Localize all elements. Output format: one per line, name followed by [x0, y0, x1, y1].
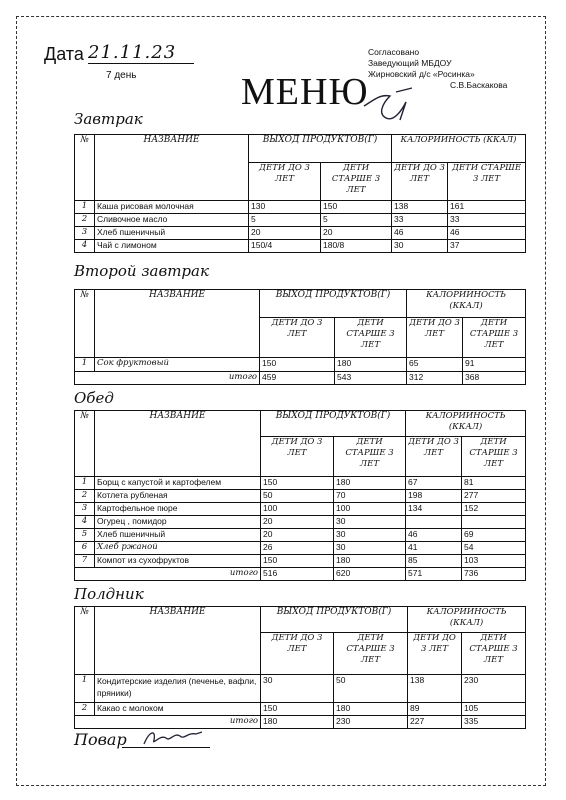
cell-name: Картофельное пюре: [95, 503, 261, 516]
cell-value: 30: [392, 240, 448, 253]
table-row: [75, 201, 526, 214]
cell-value: 33: [392, 214, 448, 227]
cell-value: 150: [261, 703, 334, 716]
cell-value: 85: [406, 555, 462, 568]
date-value: 21.11.23: [88, 42, 194, 64]
col-calories: КАЛОРИЙНОСТЬ (ККАЛ): [406, 411, 526, 437]
col-under3: ДЕТИ ДО 3 ЛЕТ: [260, 318, 335, 358]
cell-value: 91: [463, 358, 526, 372]
cell-total: 571: [406, 568, 462, 581]
cell-name: Хлеб пшеничный: [95, 227, 249, 240]
cell-value: 150: [321, 201, 392, 214]
table-row: [75, 555, 526, 568]
cell-value: 161: [448, 201, 526, 214]
section-title-afternoon-snack: Полдник: [74, 585, 144, 603]
cell-value: 20: [321, 227, 392, 240]
cell-total: 620: [334, 568, 406, 581]
cell-name: Сок фруктовый: [95, 358, 260, 372]
col-under3: ДЕТИ ДО 3 ЛЕТ: [261, 633, 334, 675]
cell-name: Хлеб пшеничный: [95, 529, 261, 542]
table-lunch: [74, 410, 526, 581]
cell-value: 105: [462, 703, 526, 716]
cell-total: 312: [407, 372, 463, 385]
cell-value: 5: [249, 214, 321, 227]
col-over3: ДЕТИ СТАРШЕ 3 ЛЕТ: [462, 437, 526, 477]
cell-no: 5: [75, 529, 95, 542]
col-under3: ДЕТИ ДО 3 ЛЕТ: [261, 437, 334, 477]
cell-value: 41: [406, 542, 462, 555]
col-over3: ДЕТИ СТАРШЕ 3 ЛЕТ: [334, 437, 406, 477]
col-name: НАЗВАНИЕ: [95, 607, 261, 675]
cell-value: 130: [249, 201, 321, 214]
date-label: Дата: [44, 44, 84, 64]
cell-value: 30: [334, 542, 406, 555]
section-title-lunch: Обед: [74, 389, 114, 407]
cell-value: 100: [334, 503, 406, 516]
cell-value: 152: [462, 503, 526, 516]
cell-value: 20: [261, 529, 334, 542]
cell-value: 150: [261, 555, 334, 568]
cook-label: Повар: [74, 730, 127, 749]
cell-name: Каша рисовая молочная: [95, 201, 249, 214]
cell-no: 2: [75, 703, 95, 716]
cell-value: 46: [392, 227, 448, 240]
total-label: итого: [75, 568, 261, 581]
approval-line: Заведующий МБДОУ: [368, 58, 452, 68]
cell-total: 368: [463, 372, 526, 385]
col-over3: ДЕТИ СТАРШЕ 3 ЛЕТ: [463, 318, 526, 358]
cell-value: 230: [462, 675, 526, 703]
cell-no: 1: [75, 358, 95, 372]
cell-value: 180: [334, 555, 406, 568]
cell-name: Хлеб ржаной: [95, 542, 261, 555]
cook-signature: [140, 726, 210, 750]
table-afternoon-snack: [74, 606, 526, 729]
cell-name: Сливочное масло: [95, 214, 249, 227]
cell-no: 3: [75, 503, 95, 516]
table-breakfast: [74, 134, 526, 253]
cell-value: 5: [321, 214, 392, 227]
cell-value: 138: [392, 201, 448, 214]
cell-no: 3: [75, 227, 95, 240]
col-under3: ДЕТИ ДО 3 ЛЕТ: [408, 633, 462, 675]
cell-value: 134: [406, 503, 462, 516]
cell-value: 150/4: [249, 240, 321, 253]
cell-name: Какао с молоком: [95, 703, 261, 716]
col-calories: КАЛОРИЙНОСТЬ (ККАЛ): [407, 290, 526, 318]
table-row: [75, 214, 526, 227]
col-name: НАЗВАНИЕ: [95, 411, 261, 477]
cell-no: 4: [75, 516, 95, 529]
cell-value: 46: [448, 227, 526, 240]
cell-value: 54: [462, 542, 526, 555]
col-over3: ДЕТИ СТАРШЕ 3 ЛЕТ: [462, 633, 526, 675]
cell-value: 100: [261, 503, 334, 516]
cell-value: 180: [334, 477, 406, 490]
cell-total: 459: [260, 372, 335, 385]
cell-total: 180: [261, 716, 334, 729]
cell-value: 33: [448, 214, 526, 227]
col-name: НАЗВАНИЕ: [95, 290, 260, 358]
col-no: №: [75, 135, 95, 201]
cell-no: 2: [75, 214, 95, 227]
cell-name: Огурец , помидор: [95, 516, 261, 529]
cell-no: 2: [75, 490, 95, 503]
table-row: [75, 703, 526, 716]
cell-no: 1: [75, 201, 95, 214]
col-no: №: [75, 290, 95, 358]
cell-value: 20: [261, 516, 334, 529]
col-over3: ДЕТИ СТАРШЕ 3 ЛЕТ: [321, 163, 392, 201]
cell-value: 81: [462, 477, 526, 490]
cell-name: Котлета рубленая: [95, 490, 261, 503]
table-second-breakfast: [74, 289, 526, 385]
cell-value: [462, 516, 526, 529]
col-no: №: [75, 607, 95, 675]
cell-value: [406, 516, 462, 529]
col-over3: ДЕТИ СТАРШЕ 3 ЛЕТ: [334, 633, 408, 675]
cell-value: 150: [261, 477, 334, 490]
cell-no: 4: [75, 240, 95, 253]
cell-no: 6: [75, 542, 95, 555]
cell-value: 70: [334, 490, 406, 503]
cell-value: 20: [249, 227, 321, 240]
col-output: ВЫХОД ПРОДУКТОВ(Г): [261, 411, 406, 437]
approval-line: С.В.Баскакова: [450, 80, 508, 90]
table-row: [75, 529, 526, 542]
cell-value: 50: [261, 490, 334, 503]
cell-total: 736: [462, 568, 526, 581]
cell-value: 26: [261, 542, 334, 555]
cell-value: 37: [448, 240, 526, 253]
page-title: МЕНЮ: [241, 71, 369, 113]
cell-value: 180: [335, 358, 407, 372]
col-no: №: [75, 411, 95, 477]
table-row: [75, 503, 526, 516]
total-row: [75, 372, 526, 385]
cell-value: 46: [406, 529, 462, 542]
col-over3: ДЕТИ СТАРШЕ 3 ЛЕТ: [335, 318, 407, 358]
cell-no: 1: [75, 477, 95, 490]
table-row: [75, 477, 526, 490]
table-row: [75, 227, 526, 240]
cell-total: 230: [334, 716, 408, 729]
cell-name: Чай с лимоном: [95, 240, 249, 253]
cell-value: 50: [334, 675, 408, 703]
col-under3: ДЕТИ ДО 3 ЛЕТ: [406, 437, 462, 477]
table-row: [75, 542, 526, 555]
cell-total: 516: [261, 568, 334, 581]
cell-value: 150: [260, 358, 335, 372]
cell-value: 277: [462, 490, 526, 503]
day-label: 7 день: [106, 70, 137, 81]
cell-name: Борщ с капустой и картофелем: [95, 477, 261, 490]
cell-value: 67: [406, 477, 462, 490]
cell-total: 335: [462, 716, 526, 729]
cell-name: Компот из сухофруктов: [95, 555, 261, 568]
cell-no: 1: [75, 675, 95, 703]
table-row: [75, 675, 526, 703]
col-under3: ДЕТИ ДО 3 ЛЕТ: [407, 318, 463, 358]
approval-line: Согласовано: [368, 47, 420, 57]
cell-value: 89: [408, 703, 462, 716]
col-output: ВЫХОД ПРОДУКТОВ(Г): [260, 290, 407, 318]
table-row: [75, 490, 526, 503]
cell-value: 65: [407, 358, 463, 372]
col-output: ВЫХОД ПРОДУКТОВ(Г): [249, 135, 392, 163]
cell-value: 138: [408, 675, 462, 703]
col-under3: ДЕТИ ДО 3 ЛЕТ: [392, 163, 448, 201]
section-title-breakfast: Завтрак: [74, 110, 143, 128]
table-row: [75, 240, 526, 253]
col-calories: КАЛОРИЙНОСТЬ (ККАЛ): [392, 135, 526, 163]
cell-value: 30: [334, 516, 406, 529]
table-row: [75, 358, 526, 372]
cell-total: 227: [408, 716, 462, 729]
approval-signature: [360, 84, 430, 124]
cell-value: 103: [462, 555, 526, 568]
cell-no: 7: [75, 555, 95, 568]
cell-value: 30: [334, 529, 406, 542]
col-name: НАЗВАНИЕ: [95, 135, 249, 201]
table-row: [75, 516, 526, 529]
total-label: итого: [75, 716, 261, 729]
col-under3: ДЕТИ ДО 3 ЛЕТ: [249, 163, 321, 201]
total-row: [75, 568, 526, 581]
total-label: итого: [75, 372, 260, 385]
section-title-second-breakfast: Второй завтрак: [74, 262, 209, 280]
cell-name: Кондитерские изделия (печенье, вафли, пряники): [95, 675, 261, 703]
cell-value: 180/8: [321, 240, 392, 253]
approval-line: Жирновский д/с «Росинка»: [368, 69, 475, 79]
cell-total: 543: [335, 372, 407, 385]
col-over3: ДЕТИ СТАРШЕ 3 ЛЕТ: [448, 163, 526, 201]
col-calories: КАЛОРИЙНОСТЬ (ККАЛ): [408, 607, 526, 633]
col-output: ВЫХОД ПРОДУКТОВ(Г): [261, 607, 408, 633]
cell-value: 198: [406, 490, 462, 503]
cell-value: 69: [462, 529, 526, 542]
cell-value: 180: [334, 703, 408, 716]
cell-value: 30: [261, 675, 334, 703]
